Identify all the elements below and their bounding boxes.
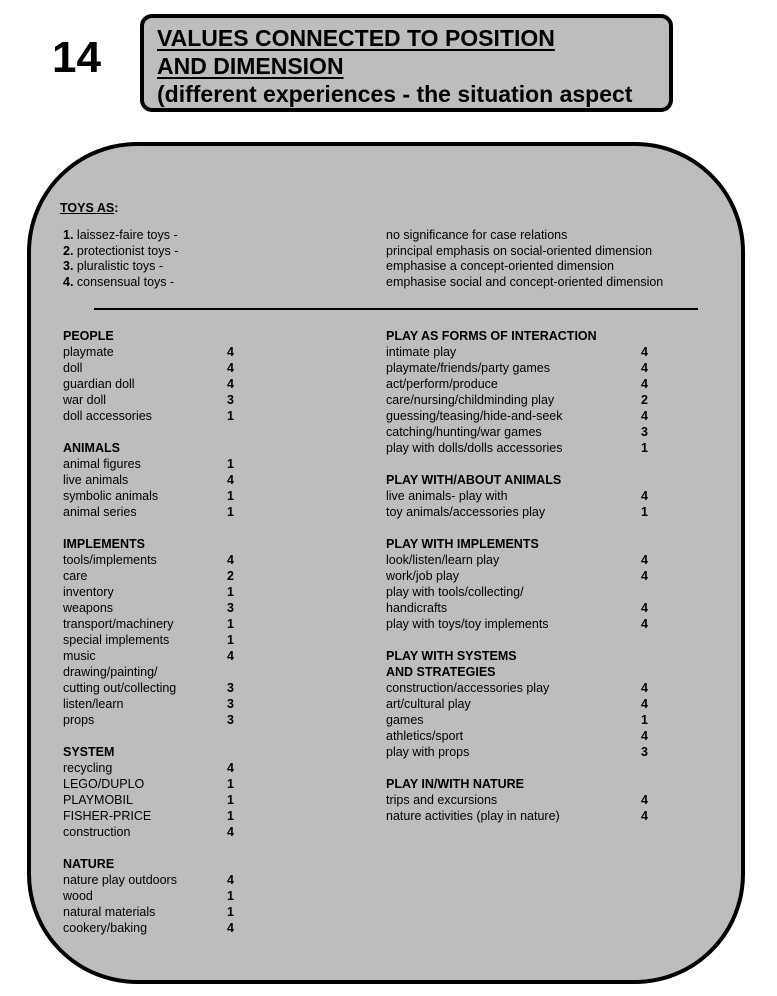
item-label: care [63,569,88,583]
item-value: 4 [641,345,648,359]
item-value: 3 [641,745,648,759]
item-label: doll [63,361,83,375]
toy-type-number: 3. [63,259,74,273]
list-item [63,632,263,648]
item-value: 1 [227,457,234,471]
list-item [63,376,263,392]
list-item [386,616,666,632]
item-label: drawing/painting/ [63,665,158,679]
item-value: 1 [227,777,234,791]
toy-type-description: principal emphasis on social-oriented dimension [386,243,653,258]
item-value: 1 [641,441,648,455]
item-value: 1 [227,809,234,823]
section-play-in-with-nature [386,776,666,824]
toy-type-1 [63,227,178,243]
item-label: LEGO/DUPLO [63,777,145,791]
item-label: construction/accessories play [386,681,550,695]
list-item [386,408,666,424]
toy-type-description: emphasise social and concept-oriented dimension [386,274,664,289]
item-label: work/job play [386,569,459,583]
item-value: 4 [227,825,234,839]
toy-type-label: consensual toys - [76,274,175,289]
item-value: 1 [641,505,648,519]
item-value: 4 [227,873,234,887]
item-label: doll accessories [63,409,152,423]
item-value: 2 [641,393,648,407]
title-line-3: (different experiences - the situation aspect [157,81,633,107]
toy-type-number: 4. [63,274,74,289]
list-item [63,616,263,632]
toy-type-2 [63,243,178,259]
list-item [63,872,263,888]
item-label: playmate/friends/party games [386,361,550,375]
item-value: 4 [641,729,648,743]
toy-type-number: 1. [63,228,74,242]
list-item [63,712,263,728]
title-line-1: VALUES CONNECTED TO POSITION [157,25,555,51]
item-value: 4 [227,345,234,359]
section-system [63,744,263,840]
item-label: special implements [63,633,170,647]
item-value: 4 [641,489,648,503]
section-title: ANIMALS [63,441,120,455]
item-label: natural materials [63,905,156,919]
list-item [386,808,666,824]
item-value: 4 [641,569,648,583]
item-value: 4 [641,377,648,391]
toys-heading-text: TOYS AS [60,201,115,215]
list-item [386,440,666,456]
section-nature [63,856,263,936]
item-label: guardian doll [63,377,135,391]
list-item [63,552,263,568]
item-label: guessing/teasing/hide-and-seek [386,409,563,423]
toys-heading-colon: : [114,201,119,215]
list-item [63,360,263,376]
list-item [386,712,666,728]
item-value: 4 [641,361,648,375]
item-label: war doll [63,393,107,407]
item-value: 4 [227,761,234,775]
item-value: 4 [641,793,648,807]
item-value: 4 [227,921,234,935]
item-value: 1 [227,793,234,807]
item-value: 4 [227,553,234,567]
list-item [63,472,263,488]
item-value: 1 [227,409,234,423]
section-play-as-forms-of-interaction [386,328,666,456]
item-value: 4 [641,601,648,615]
section-title: PEOPLE [63,329,114,343]
item-label: live animals [63,473,129,487]
section-title: PLAY AS FORMS OF INTERACTION [386,329,597,343]
divider-rule [94,308,698,310]
list-item [386,792,666,808]
list-item [63,920,263,936]
item-label: weapons [63,601,114,615]
list-item [63,904,263,920]
item-label: nature activities (play in nature) [386,809,560,823]
item-label: music [63,649,96,663]
list-item [63,760,263,776]
item-label: recycling [63,761,113,775]
right-column [386,328,666,840]
list-item [63,392,263,408]
list-item [386,696,666,712]
title-line-2: AND DIMENSION [157,53,344,79]
item-label: play with dolls/dolls accessories [386,441,563,455]
item-label: symbolic animals [63,489,159,503]
section-title: PLAY WITH SYSTEMS [386,649,517,663]
left-column [63,328,263,952]
item-label: listen/learn [63,697,124,711]
toy-type-4 [63,274,174,290]
item-value: 3 [227,713,234,727]
item-value: 1 [227,585,234,599]
item-label: art/cultural play [386,697,471,711]
item-label: transport/machinery [63,617,174,631]
toy-type-3 [63,258,163,274]
item-label: trips and excursions [386,793,498,807]
section-play-with-about-animals [386,472,666,520]
list-item [63,776,263,792]
item-label: wood [63,889,93,903]
item-label: PLAYMOBIL [63,793,133,807]
toys-heading [60,201,118,215]
item-label: props [63,713,95,727]
toy-type-description: emphasise a concept-oriented dimension [386,259,614,273]
item-label: intimate play [386,345,457,359]
item-label: inventory [63,585,114,599]
item-label: cutting out/collecting [63,681,177,695]
list-item [386,680,666,696]
list-item [386,568,666,584]
item-label: cookery/baking [63,921,148,935]
item-label: nature play outdoors [63,873,177,887]
list-item [386,344,666,360]
list-item [63,456,263,472]
item-value: 3 [227,681,234,695]
item-value: 1 [641,713,648,727]
list-item [63,696,263,712]
toy-type-label: protectionist toys - [76,243,179,258]
item-value: 3 [227,393,234,407]
list-item [63,888,263,904]
list-item [386,424,666,440]
list-item [386,600,666,616]
item-value: 1 [227,633,234,647]
item-label: construction [63,825,131,839]
item-value: 4 [227,377,234,391]
section-people [63,328,263,424]
item-value: 4 [641,809,648,823]
item-value: 4 [227,649,234,663]
list-item [386,744,666,760]
item-value: 4 [641,409,648,423]
list-item [63,648,263,664]
list-item [63,808,263,824]
list-item [63,680,263,696]
section-implements [63,536,263,728]
item-value: 4 [227,361,234,375]
item-label: play with toys/toy implements [386,617,549,631]
list-item [63,504,263,520]
title-box [140,14,673,112]
list-item [386,488,666,504]
section-title: IMPLEMENTS [63,537,145,551]
toy-type-label: pluralistic toys - [76,259,164,273]
item-label: animal series [63,505,137,519]
toy-type-number: 2. [63,243,74,258]
section-play-with-implements [386,536,666,632]
toy-type-description: no significance for case relations [386,228,568,242]
item-label: play with props [386,745,470,759]
item-value: 4 [641,553,648,567]
list-item [386,728,666,744]
item-label: catching/hunting/war games [386,425,542,439]
section-title: PLAY IN/WITH NATURE [386,777,524,791]
item-value: 1 [227,505,234,519]
list-item [63,568,263,584]
list-item [63,792,263,808]
section-title: PLAY WITH IMPLEMENTS [386,537,539,551]
list-item [63,344,263,360]
list-item [63,600,263,616]
list-item [63,824,263,840]
item-label: playmate [63,345,114,359]
toy-type-label: laissez-faire toys - [76,228,178,242]
item-label: look/listen/learn play [386,553,500,567]
item-value: 1 [227,489,234,503]
list-item [63,664,263,680]
list-item [386,376,666,392]
list-item [386,360,666,376]
section-title: SYSTEM [63,745,115,759]
list-item [386,392,666,408]
item-label: live animals- play with [386,489,508,503]
list-item [63,488,263,504]
list-item [63,584,263,600]
item-value: 4 [641,697,648,711]
section-animals [63,440,263,520]
item-label: act/perform/produce [386,377,498,391]
section-title: PLAY WITH/ABOUT ANIMALS [386,473,562,487]
item-label: FISHER-PRICE [63,809,152,823]
item-value: 1 [227,889,234,903]
item-value: 2 [227,569,234,583]
item-label: animal figures [63,457,141,471]
item-label: tools/implements [63,553,157,567]
item-label: games [386,713,424,727]
list-item [63,408,263,424]
item-value: 1 [227,617,234,631]
item-label: handicrafts [386,601,448,615]
item-value: 4 [641,617,648,631]
item-value: 1 [227,905,234,919]
section-title-continued: AND STRATEGIES [386,665,496,679]
item-value: 4 [227,473,234,487]
item-value: 3 [641,425,648,439]
list-item [386,584,666,600]
section-play-with-systems [386,648,666,760]
item-label: toy animals/accessories play [386,505,546,519]
list-item [386,504,666,520]
page-number: 14 [52,33,101,82]
item-label: play with tools/collecting/ [386,585,524,599]
item-value: 4 [641,681,648,695]
item-label: care/nursing/childminding play [386,393,555,407]
list-item [386,552,666,568]
item-value: 3 [227,697,234,711]
item-value: 3 [227,601,234,615]
item-label: athletics/sport [386,729,464,743]
section-title: NATURE [63,857,115,871]
